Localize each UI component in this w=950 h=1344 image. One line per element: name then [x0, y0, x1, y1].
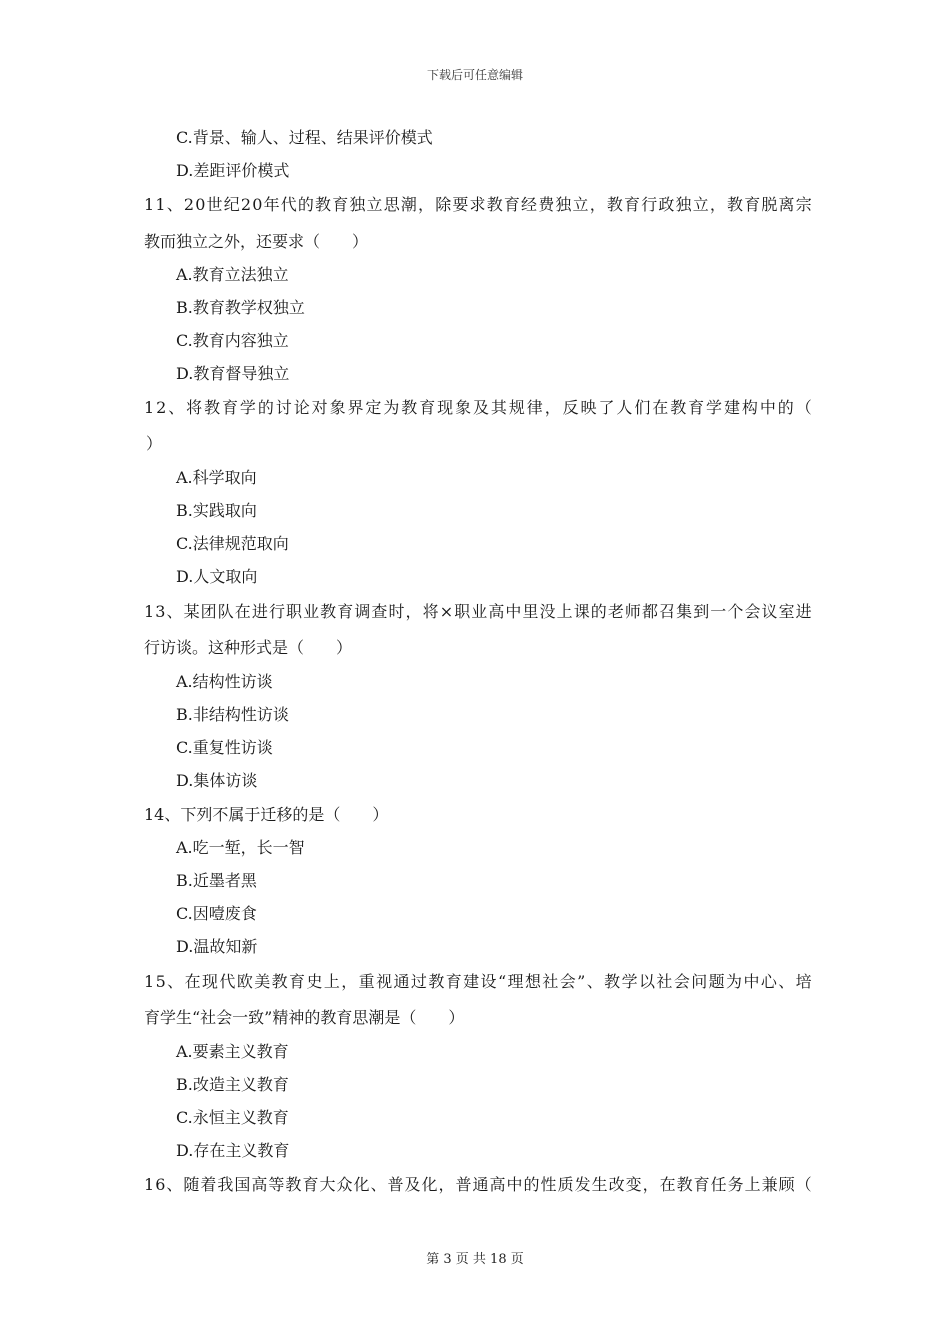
option-c-q15: C.永恒主义教育	[176, 1108, 289, 1127]
question-12: 12、将教育学的讨论对象界定为教育现象及其规律，反映了人们在教育学建构中的（	[144, 398, 814, 417]
option-c-q13: C.重复性访谈	[176, 738, 273, 757]
option-b-q15: B.改造主义教育	[176, 1075, 289, 1094]
option-c-q11: C.教育内容独立	[176, 331, 289, 350]
option-b-q13: B.非结构性访谈	[176, 705, 289, 724]
question-15: 15、在现代欧美教育史上，重视通过教育建设“理想社会”、教学以社会问题为中心、培	[144, 972, 814, 991]
option-d-q11: D.教育督导独立	[176, 364, 290, 383]
option-a-q13: A.结构性访谈	[176, 672, 273, 691]
option-d-q14: D.温故知新	[176, 937, 258, 956]
option-d-q13: D.集体访谈	[176, 771, 258, 790]
question-16: 16、随着我国高等教育大众化、普及化，普通高中的性质发生改变，在教育任务上兼顾（	[144, 1175, 813, 1194]
question-14: 14、下列不属于迁移的是（ ）	[144, 805, 389, 824]
page-header: 下载后可任意编辑	[426, 68, 523, 82]
option-a-q12: A.科学取向	[176, 468, 257, 487]
page-footer: 第 3 页 共 18 页	[426, 1252, 524, 1267]
option-c-q12: C.法律规范取向	[176, 534, 289, 553]
option-a-q11: A.教育立法独立	[176, 265, 289, 284]
question-13-cont: 行访谈。这种形式是（ ）	[144, 638, 353, 657]
question-11: 11、20世纪20年代的教育独立思潮，除要求教育经费独立，教育行政独立，教育脱离宗	[144, 195, 813, 214]
question-11-cont: 教而独立之外，还要求（ ）	[144, 232, 369, 251]
option-d-q12: D.人文取向	[176, 567, 258, 586]
option-b-q12: B.实践取向	[176, 501, 257, 520]
option-a-q14: A.吃一堑，长一智	[176, 838, 305, 857]
option-c-q14: C.因噎废食	[176, 904, 257, 923]
option-b-q14: B.近墨者黑	[176, 871, 257, 890]
option-d-q15: D.存在主义教育	[176, 1141, 290, 1160]
question-15-cont: 育学生“社会一致”精神的教育思潮是（ ）	[144, 1008, 465, 1027]
question-12-cont: ）	[146, 434, 163, 453]
question-13: 13、某团队在进行职业教育调查时，将×职业高中里没上课的老师都召集到一个会议室进	[144, 602, 813, 621]
option-b-q11: B.教育教学权独立	[176, 298, 305, 317]
option-d-q10: D.差距评价模式	[176, 161, 290, 180]
option-c-q10: C.背景、输人、过程、结果评价模式	[176, 128, 433, 147]
option-a-q15: A.要素主义教育	[176, 1042, 289, 1061]
